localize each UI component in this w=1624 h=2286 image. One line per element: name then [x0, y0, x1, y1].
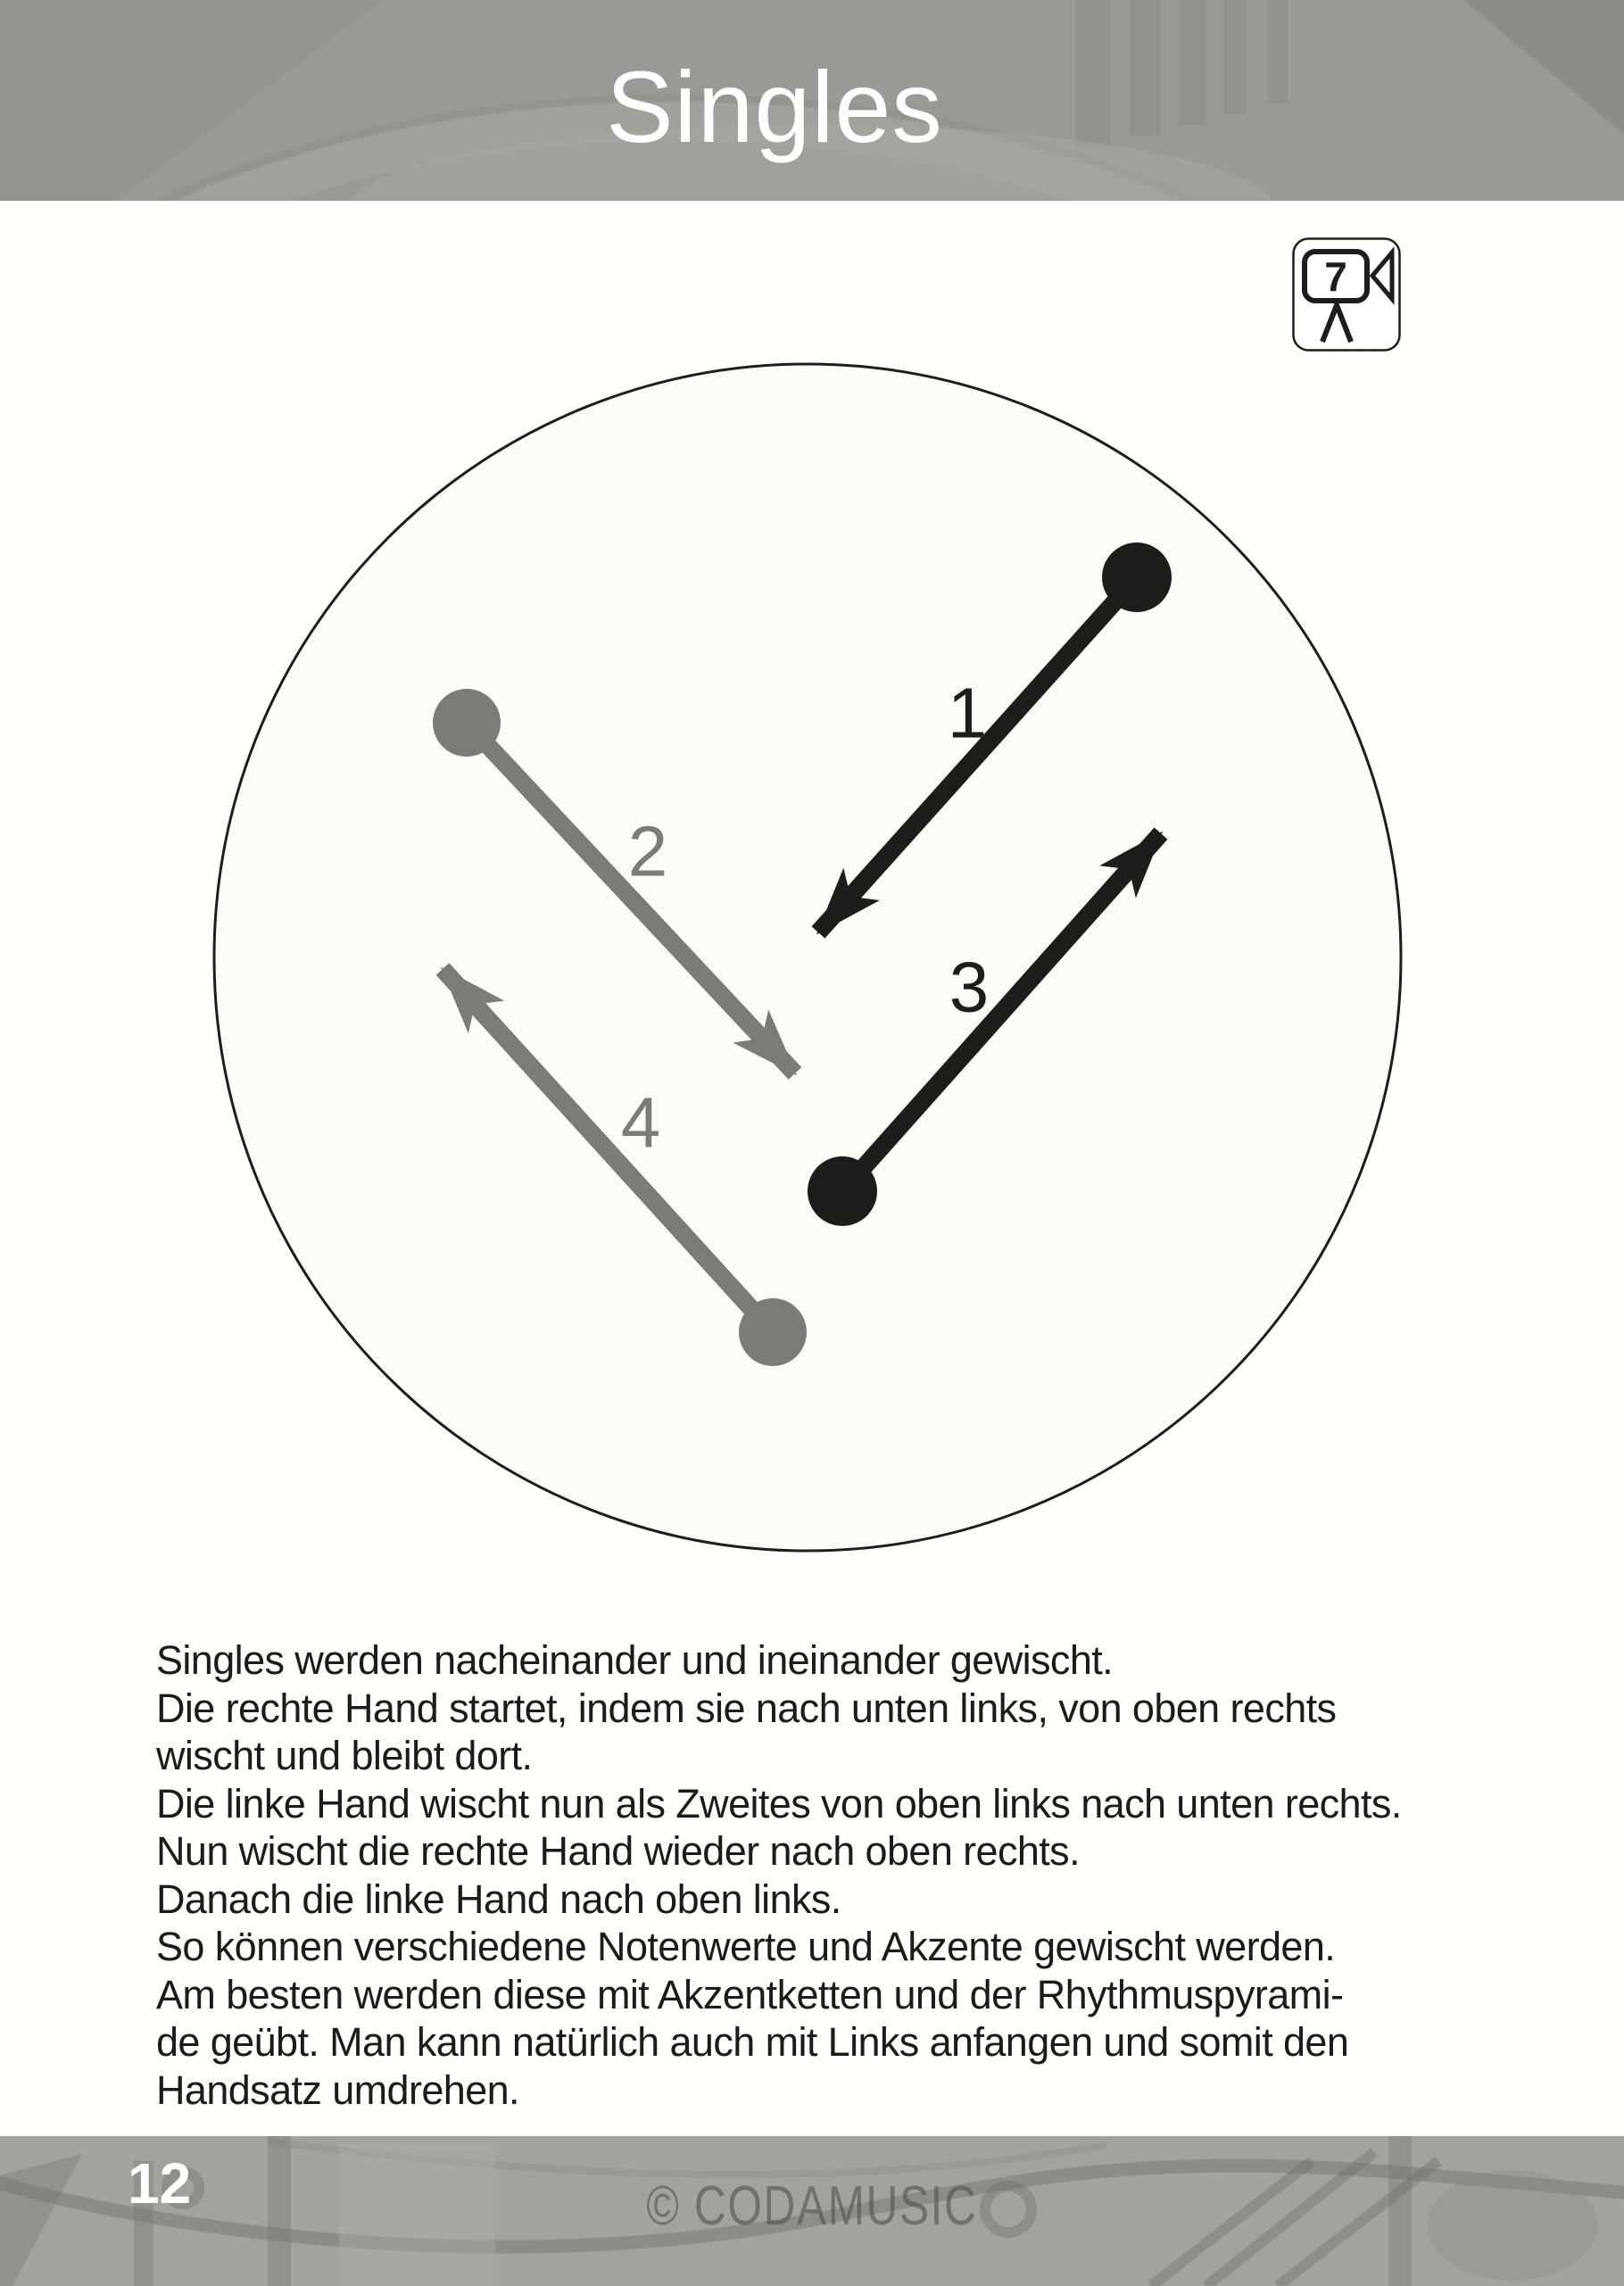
- text-line: Handsatz umdrehen.: [156, 2067, 519, 2113]
- text-line: Die linke Hand wischt nun als Zweites von oben links nach unten rechts.: [156, 1780, 1402, 1826]
- page-footer: [0, 2136, 1624, 2286]
- copyright: [0, 2175, 1624, 2237]
- text-line: de geübt. Man kann natürlich auch mit Links anfangen und somit den: [156, 2019, 1349, 2065]
- wipe-pattern-diagram: [161, 321, 1463, 1606]
- stroke-2-label: 2: [627, 811, 668, 891]
- page-title: Singles: [606, 51, 943, 163]
- text-line: Singles werden nacheinander und ineinander gewischt.: [156, 1637, 1114, 1683]
- stroke-3-start-dot: [808, 1156, 877, 1226]
- stroke-1-start-dot: [1102, 543, 1172, 612]
- text-line: Nun wischt die rechte Hand wieder nach oben rechts.: [156, 1828, 1080, 1874]
- stroke-4-label: 4: [620, 1082, 661, 1163]
- page-number: 12: [128, 2151, 192, 2216]
- text-line: Die rechte Hand startet, indem sie nach unten links, von oben rechts: [156, 1685, 1337, 1731]
- text-line: So können verschiedene Notenwerte und Akzente gewischt werden.: [156, 1924, 1336, 1969]
- video-chapter-number: 7: [1324, 253, 1347, 300]
- text-line: wischt und bleibt dort.: [156, 1733, 533, 1778]
- stroke-1-label: 1: [947, 673, 988, 753]
- text-line: Am besten werden diese mit Akzentketten und der Rhythmuspyrami-: [156, 1971, 1344, 2017]
- page-header: [0, 0, 1624, 201]
- instruction-text: [156, 1636, 1495, 2114]
- stroke-4-start-dot: [739, 1298, 807, 1366]
- stroke-2-start-dot: [433, 689, 501, 757]
- drumhead-circle: [214, 364, 1401, 1551]
- copyright-text: © CODAMUSIC: [646, 2175, 978, 2237]
- stroke-3-label: 3: [949, 947, 990, 1027]
- text-line: Danach die linke Hand nach oben links.: [156, 1876, 841, 1922]
